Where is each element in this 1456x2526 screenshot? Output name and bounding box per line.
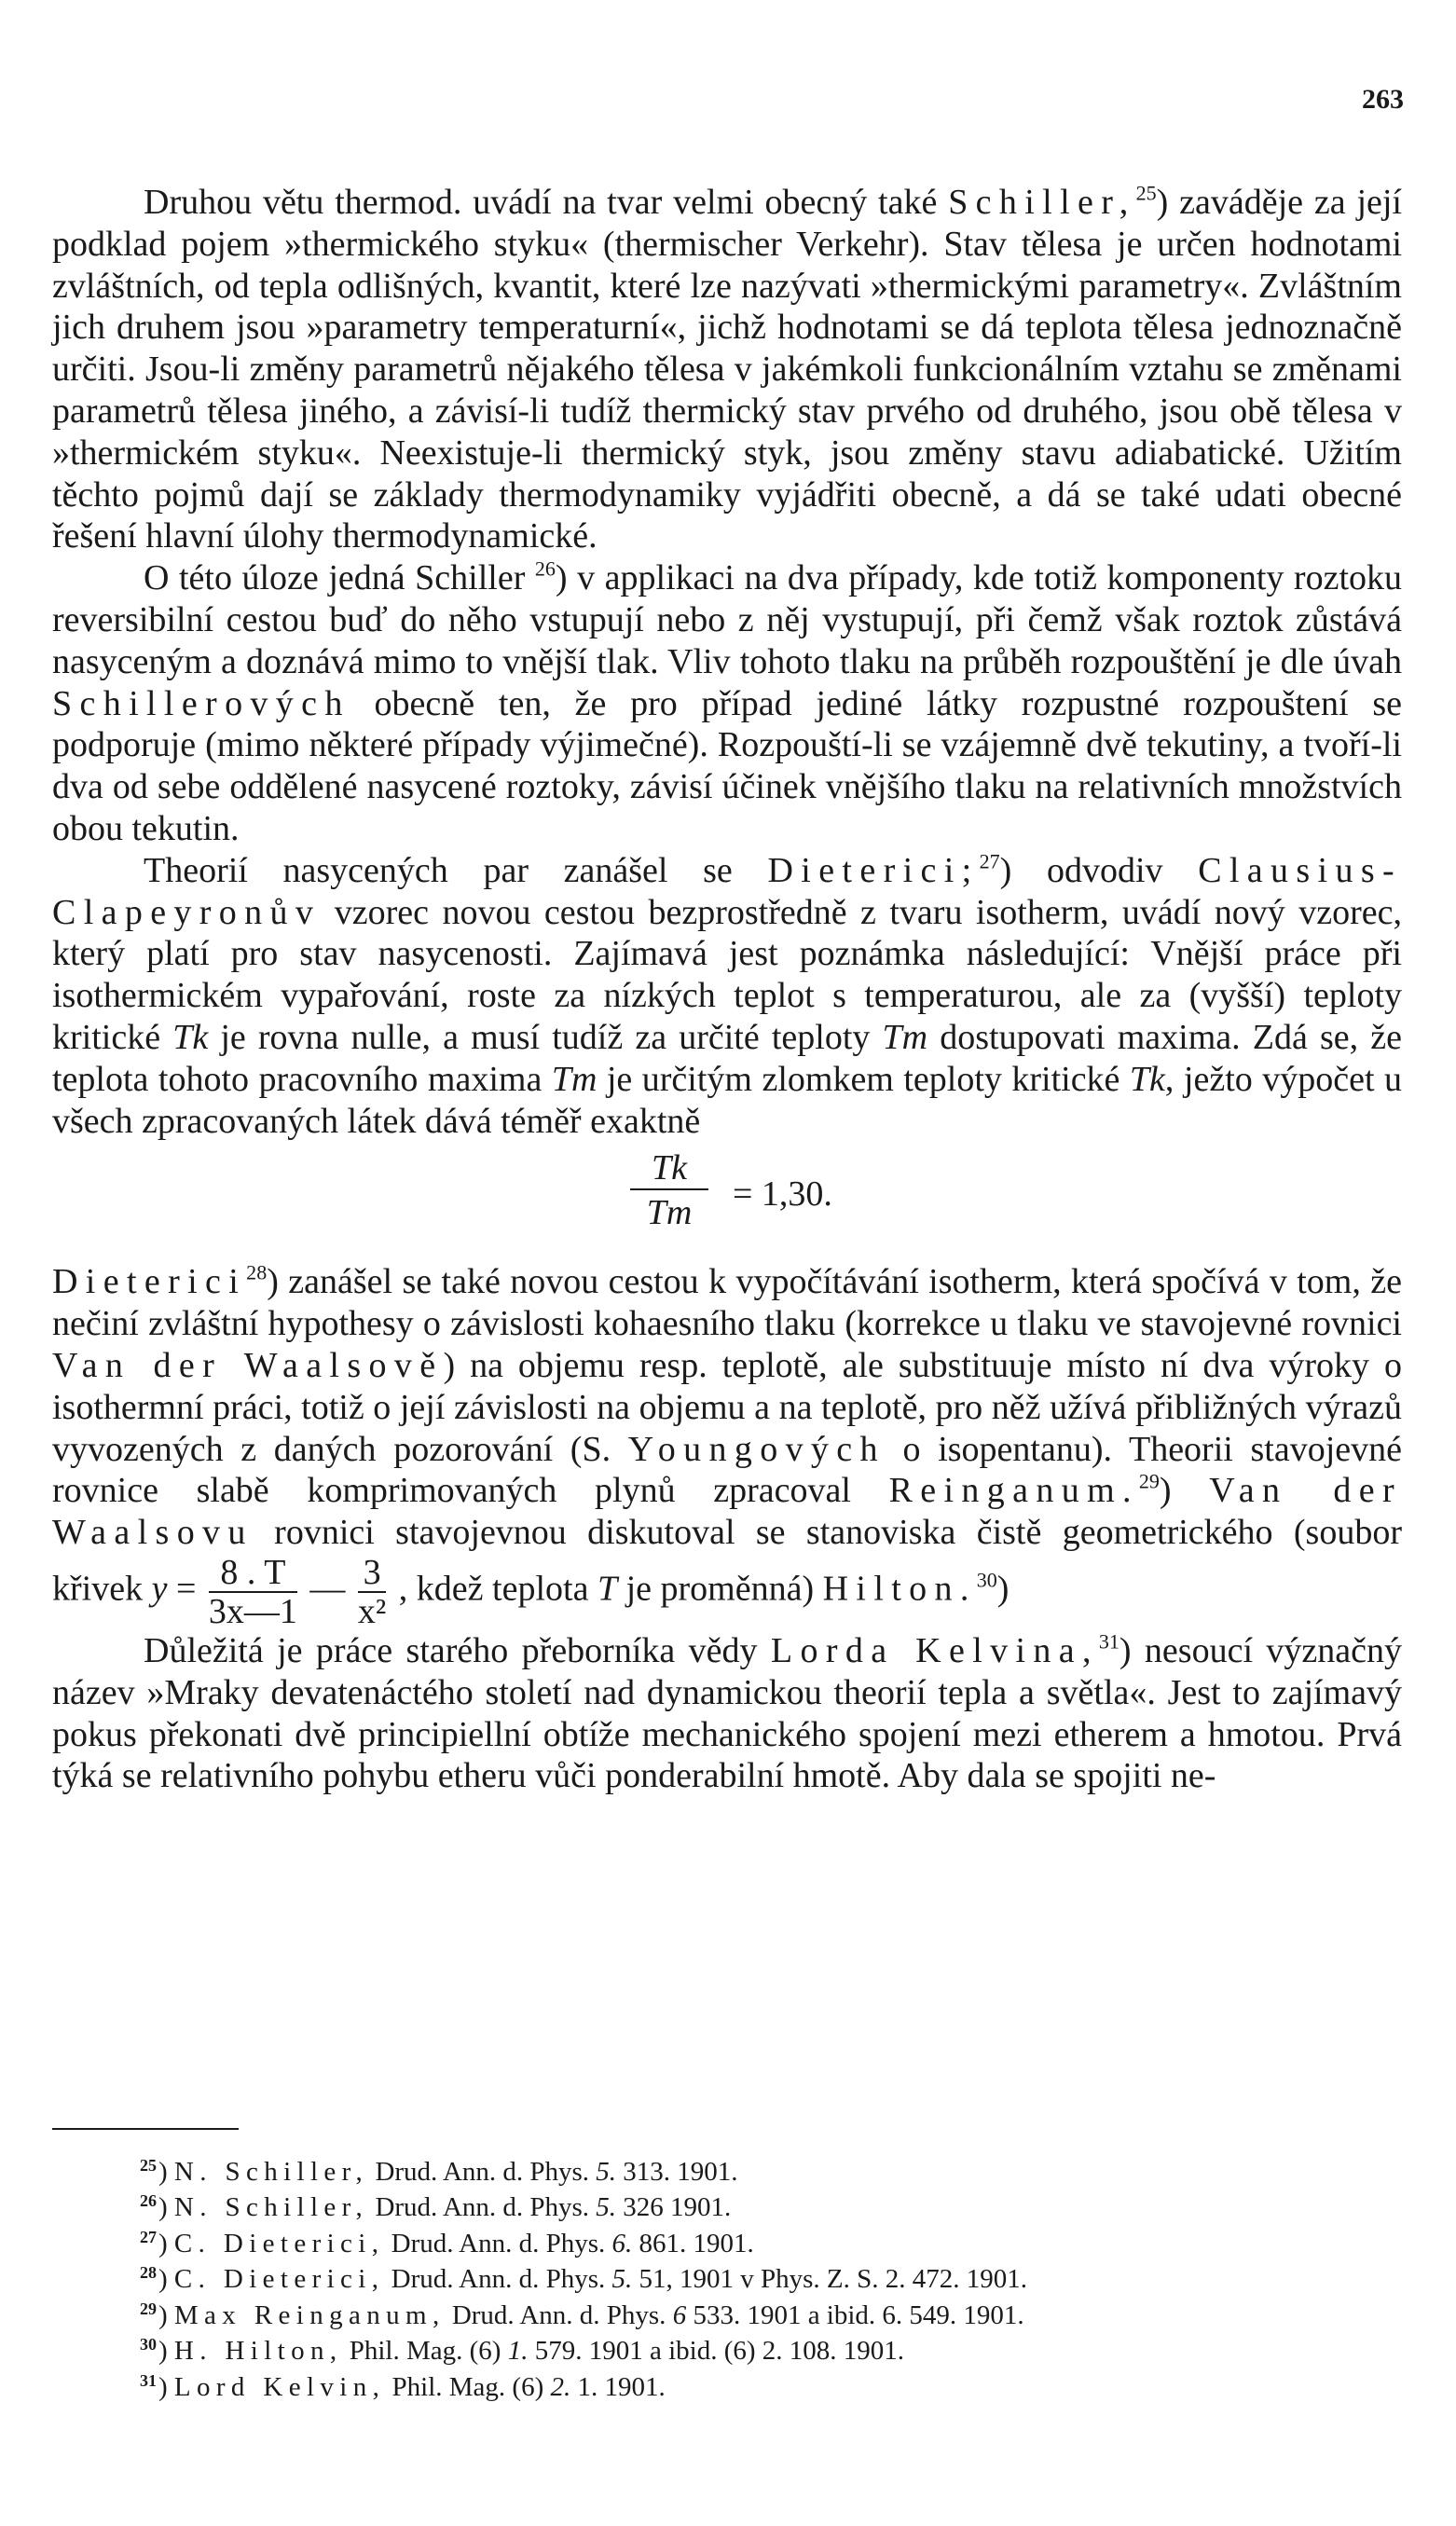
paragraph-3: Theorií nasycených par zanášel se Dieterici;$^{27}$) odvodiv Clausius-Clapeyronův vzorec novou cestou bezprostředně z tvaru isotherm, uvádí nový vzorec, který platí pro stav nasycenosti. Zajímavá jest poznámka následující: Vnější práce při isothermickém vypařování, roste za nízkých teplot s temperaturou, ale za (vyšší) teploty kritické Tk je rovna nulle, a musí tudíž za určité teploty Tm dostupovati maxima. Zdá se, že teplota tohoto pracovního maxima Tm je určitým zlomkem teploty kritické Tk, ježto výpočet u všech zpracovaných látek dává téměř exaktně <box>52 849 1403 1141</box>
math-symbol: Tk <box>1129 1059 1165 1099</box>
math-symbol: Tk <box>172 1017 209 1057</box>
author-name: Van der Waalsovu <box>52 1471 1403 1553</box>
footnote-ref: 25 <box>1135 181 1157 205</box>
author-name: Schiller, <box>948 183 1136 222</box>
paragraph-2: O této úloze jedná Schiller $^{26}$) v applikaci na dva případy, kde totiž komponenty roztoku reversibilní cestou buď do něho vstupují nebo z něj vystupují, při čemž však roztok zůstává nasyceným a doznává mimo to vnější tlak. Vliv tohoto tlaku na průběh rozpouštění je dle úvah Schillerových obecně ten, že pro případ jediné látky rozpustné rozpouštení se podporuje (mimo některé případy výjimečné). Rozpouští-li se vzájemně dvě tekutiny, a tvoří-li dva od sebe oddělené nasycené roztoky, závisí účinek vnějšího tlaku na relativních množstvích obou tekutin. <box>52 556 1402 848</box>
footnotes <box>140 2151 1408 2402</box>
footnote: $^{26}$) N. Schiller, Drud. Ann. d. Phys. 5. 326 1901. <box>140 2191 732 2223</box>
inline-fraction: $\frac{8 . T}{3x—1}$ <box>208 1552 297 1631</box>
math-symbol: T <box>597 1569 618 1609</box>
author-name: Youngových <box>627 1429 886 1469</box>
footnote-ref: 27 <box>979 849 1000 873</box>
footnote-ref: 31 <box>1098 1629 1119 1654</box>
footnote: $^{30}$) H. Hilton, Phil. Mag. (6) 1. 579. 1901 a ibid. (6) 2. 108. 1901. <box>140 2335 905 2367</box>
paragraph-1: Druhou větu thermod. uvádí na tvar velmi obecný také Schiller,$^{25}$) zaváděje za její podklad pojem »thermického styku« (thermischer Verkehr). Stav tělesa je určen hodnotami zvláštních, od tepla odlišných, kvantit, které lze nazývati »thermickými parametry«. Zvláštním jich druhem jsou »parametry temperaturní«, jichž hodnotami se dá teplota tělesa jednoznačně určiti. Jsou-li změny parametrů nějakého tělesa v jakémkoli funkcionálním vztahu se změnami parametrů tělesa jiného, a závisí-li tudíž thermický stav prvého od druhého, jsou obě tělesa v »thermickém styku«. Neexistuje-li thermický styk, jsou změny stavu adiabatické. Užitím těchto pojmů dají se základy thermodynamiky vyjádřiti obecně, a dá se také udati obecné řešení hlavní úlohy thermodynamické. <box>52 181 1402 556</box>
main-text <box>52 182 1402 1797</box>
footnote: $^{25}$) N. Schiller, Drud. Ann. d. Phys. 5. 313. 1901. <box>140 2156 738 2187</box>
footnote-ref: 26 <box>534 556 556 581</box>
footnote-ref: 28 <box>246 1261 268 1285</box>
math-symbol: Tm <box>882 1017 928 1057</box>
footnote: $^{29}$) Max Reinganum, Drud. Ann. d. Phys. 6 533. 1901 a ibid. 6. 549. 1901. <box>140 2299 1024 2330</box>
footnote: $^{27}$) C. Dieterici, Drud. Ann. d. Phys. 6. 861. 1901. <box>140 2227 754 2258</box>
author-name: Dieterici <box>52 1262 247 1302</box>
author-name: Dieterici; <box>767 850 980 890</box>
equation <box>52 1142 1402 1261</box>
author-name: Van der Waalsově <box>52 1345 444 1385</box>
author-name: Clausius-Clapeyronův <box>52 850 1402 932</box>
equation-numerator: Tk <box>652 1148 687 1188</box>
inline-fraction: $\frac{3}{\text{x²}}$ <box>357 1552 387 1631</box>
author-name: Schillerových <box>52 683 350 723</box>
paragraph-5: Důležitá je práce starého přeborníka vědy Lorda Kelvina,$^{31}$) nesoucí význačný název »Mraky devatenáctého století nad dynamickou theorií tepla a světla«. Jest to zajímavý pokus překonati dvě principiellní obtíže mechanického spojení mezi etherem a hmotou. Prvá týká se relativního pohybu etheru vůči ponderabilní hmotě. Aby dala se spojiti ne- <box>52 1629 1402 1796</box>
footnote-ref: 29 <box>1138 1470 1160 1493</box>
footnote-divider <box>52 2128 239 2130</box>
author-name: Reinganum. <box>888 1471 1139 1511</box>
paragraph-4: Dieterici$^{28}$) zanášel se také novou cestou k vypočítávání isotherm, která spočívá v tom, že nečiní zvláštní hypothesy o závislosti kohaesního tlaku (korrekce u tlaku ve stavojevné rovnici Van der Waalsově) na objemu resp. teplotě, ale substituuje místo ní dva výroky o isothermní práci, totiž o její závislosti na objemu a na teplotě, pro něž užívá přibližných výrazů vyvozených z daných pozorování (S. Youngových o isopentanu). Theorii stavojevné rovnice slabě komprimovaných plynů zpracoval Reinganum.$^{29}$) Van der Waalsovu rovnici stavojevnou diskutoval se stanoviska čistě geometrického (soubor křivek y = $\frac{8 . T}{3x—1}$ — $\frac{3}{\text{x²}}$ , kdež teplota T je proměnná) Hilton.$^{30}$) <box>52 1261 1403 1631</box>
math-symbol: Tm <box>551 1059 598 1099</box>
footnote: $^{28}$) C. Dieterici, Drud. Ann. d. Phys. 5. 51, 1901 v Phys. Z. S. 2. 472. 1901. <box>140 2263 1027 2295</box>
author-name: Hilton. <box>822 1569 977 1609</box>
footnote-ref: 30 <box>976 1568 997 1592</box>
equation-rhs: = 1,30. <box>733 1174 832 1215</box>
equation-fraction <box>613 1147 725 1235</box>
equation-denominator: Tm <box>646 1193 693 1233</box>
math-symbol: y <box>151 1569 168 1609</box>
author-name: Lorda Kelvina, <box>770 1630 1099 1670</box>
footnote: $^{31}$) Lord Kelvin, Phil. Mag. (6) 2. 1. 1901. <box>140 2370 666 2402</box>
page-number: 263 <box>1362 84 1404 115</box>
